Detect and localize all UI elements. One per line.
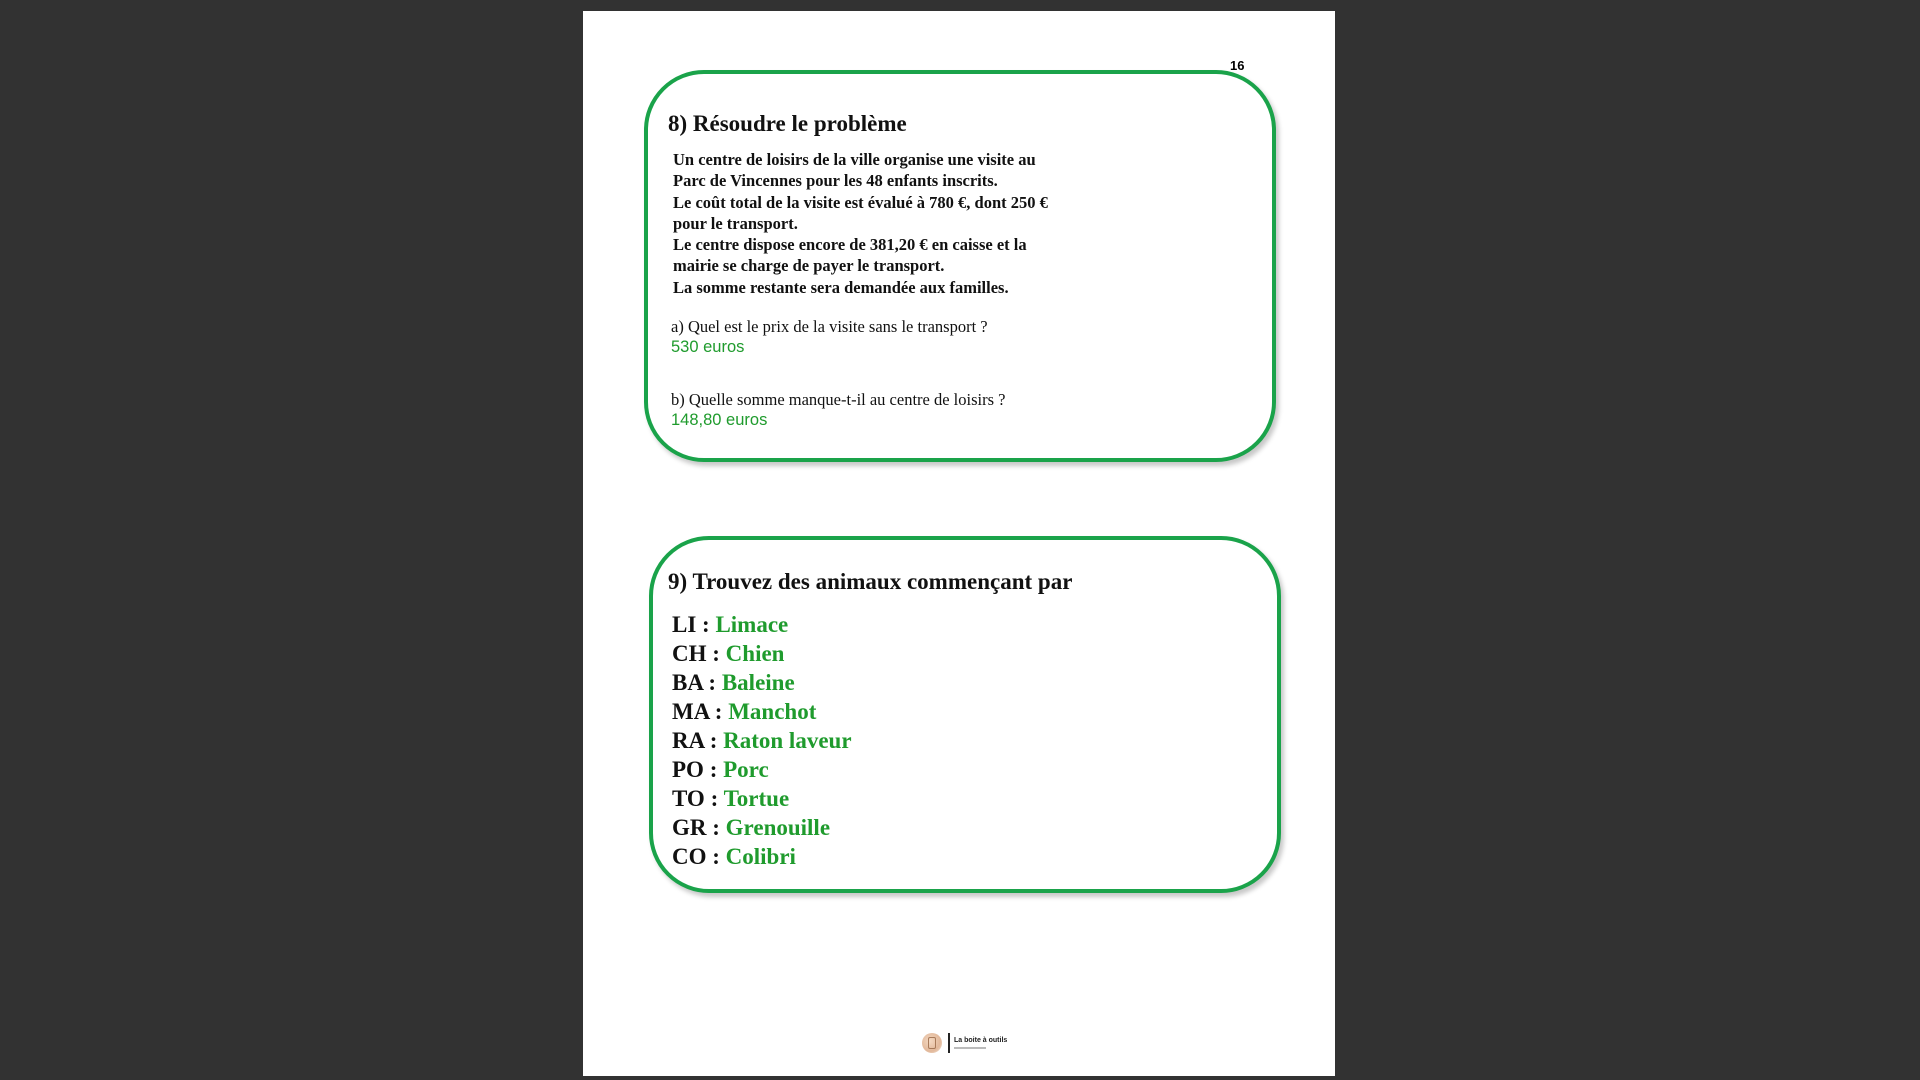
document-page (583, 11, 1335, 1076)
animal-list (672, 610, 852, 871)
animal-prefix: LI : (672, 612, 716, 637)
animal-answer: Baleine (721, 670, 795, 695)
problem-line: mairie se charge de payer le transport. (673, 256, 945, 276)
logo-divider (948, 1033, 950, 1053)
animal-row (672, 697, 852, 726)
exercise-8-title: 8) Résoudre le problème (668, 111, 907, 136)
problem-line: Parc de Vincennes pour les 48 enfants inscrits. (673, 171, 998, 191)
page-number: 16 (1230, 58, 1245, 73)
animal-prefix: CO : (672, 844, 726, 869)
animal-prefix: GR : (672, 815, 726, 840)
exercise-9-title: 9) Trouvez des animaux commençant par (668, 569, 1073, 594)
animal-prefix: RA : (672, 728, 724, 753)
animal-row (672, 726, 852, 755)
animal-row (672, 639, 852, 668)
problem-line: Le centre dispose encore de 381,20 € en caisse et la (673, 235, 1027, 255)
animal-row (672, 784, 852, 813)
answer-b: 148,80 euros (671, 411, 768, 429)
answer-a: 530 euros (671, 338, 745, 356)
question-b: b) Quelle somme manque-t-il au centre de loisirs ? (671, 390, 1006, 409)
animal-prefix: MA : (672, 699, 729, 724)
animal-prefix: BA : (672, 670, 722, 695)
animal-answer: Grenouille (725, 815, 831, 840)
animal-answer: Manchot (728, 699, 817, 724)
animal-row (672, 610, 852, 639)
animal-prefix: CH : (672, 641, 726, 666)
logo-title: La boite à outils (954, 1037, 1008, 1044)
problem-line: La somme restante sera demandée aux familles. (673, 277, 1009, 297)
animal-answer: Chien (725, 641, 785, 666)
animal-prefix: TO : (672, 786, 724, 811)
problem-line: pour le transport. (673, 213, 798, 233)
problem-statement (673, 149, 1048, 298)
animal-answer: Raton laveur (723, 728, 852, 753)
logo-subtitle-line (954, 1047, 986, 1049)
footer-logo (922, 1030, 1010, 1056)
animal-row (672, 755, 852, 784)
animal-prefix: PO : (672, 757, 724, 782)
logo-text-block (954, 1037, 1007, 1049)
animal-row (672, 842, 852, 871)
animal-answer: Porc (723, 757, 769, 782)
animal-row (672, 668, 852, 697)
animal-answer: Tortue (723, 786, 790, 811)
question-a: a) Quel est le prix de la visite sans le transport ? (671, 317, 988, 336)
animal-answer: Limace (715, 612, 789, 637)
animal-answer: Colibri (725, 844, 796, 869)
problem-line: Le coût total de la visite est évalué à 780 €, dont 250 € (673, 192, 1048, 212)
animal-row (672, 813, 852, 842)
toolbox-logo-icon (922, 1033, 942, 1053)
problem-line: Un centre de loisirs de la ville organise une visite au (673, 150, 1036, 169)
